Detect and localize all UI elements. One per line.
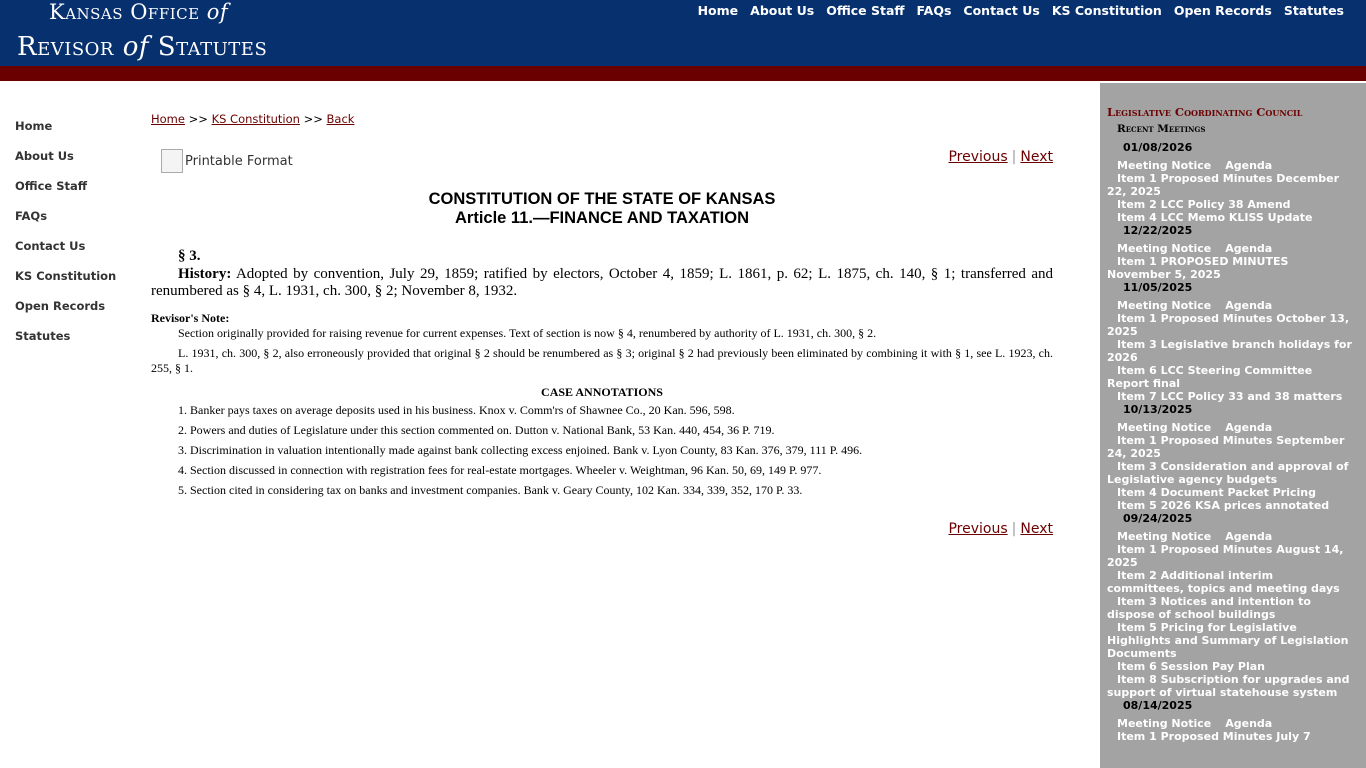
meeting-document-link[interactable]: Item 1 Proposed Minutes July 7 [1117, 730, 1311, 743]
printable-format-label: Printable Format [185, 153, 293, 169]
breadcrumb [151, 112, 1053, 126]
meeting-document-link[interactable]: Item 1 Proposed Minutes October 13, 2025 [1107, 312, 1350, 338]
broken-image-icon [161, 149, 183, 173]
top-nav-home[interactable]: Home [697, 3, 739, 18]
agenda-link[interactable]: Agenda [1225, 717, 1273, 730]
pager-separator: | [1011, 521, 1017, 537]
breadcrumb-separator: >> [188, 112, 208, 126]
meeting-document-link[interactable]: Item 2 Additional interim committees, topics and meeting days [1107, 569, 1340, 595]
meeting-document-link[interactable]: Item 3 Legislative branch holidays for 2026 [1107, 338, 1352, 364]
history-paragraph [151, 266, 1053, 300]
case-annotation: 2. Powers and duties of Legislature under this section commented on. Dutton v. National Bank, 53 Kan. 440, 454, 36 P. 719. [178, 423, 775, 437]
meeting-document-link[interactable]: Item 4 Document Packet Pricing [1117, 486, 1316, 499]
meeting-document-link[interactable]: Item 6 Session Pay Plan [1117, 660, 1265, 673]
meeting-notice-link[interactable]: Meeting Notice [1117, 717, 1212, 730]
meeting-date: 12/22/2025 [1123, 224, 1193, 237]
case-annotation: 3. Discrimination in valuation intentionally made against bank collecting excess enjoined. Bank v. Lyon County, 83 Kan. 376, 379, 111 P. 496. [178, 443, 863, 457]
document-title [151, 190, 1053, 228]
meeting-document-link[interactable]: Item 1 PROPOSED MINUTES November 5, 2025 [1107, 255, 1289, 281]
case-annotation: 5. Section cited in considering tax on banks and investment companies. Bank v. Geary County, 102 Kan. 334, 339, 352, 170 P. 33. [178, 483, 803, 497]
meeting-links [1107, 299, 1352, 312]
meeting-document-link[interactable]: Item 2 LCC Policy 38 Amend [1117, 198, 1291, 211]
meeting-notice-link[interactable]: Meeting Notice [1117, 159, 1212, 172]
meeting-document-link[interactable]: Item 1 Proposed Minutes September 24, 2025 [1107, 434, 1345, 460]
meeting-date: 09/24/2025 [1123, 512, 1193, 525]
lcc-sidebar [1100, 83, 1366, 768]
revisors-note-paragraph: Section originally provided for raising revenue for current expenses. Text of section is now § 4, renumbered by authority of L. 1931, ch. 300, § 2. [178, 326, 877, 340]
left-nav-ks-constitution[interactable]: KS Constitution [15, 269, 117, 283]
top-nav-statutes[interactable]: Statutes [1283, 3, 1344, 18]
left-nav-faqs[interactable]: FAQs [15, 209, 48, 223]
pager-separator: | [1011, 149, 1017, 165]
meeting-document-link[interactable]: Item 8 Subscription for upgrades and support of virtual statehouse system [1107, 673, 1350, 699]
pager-top [948, 149, 1053, 165]
case-annotation: 1. Banker pays taxes on average deposits used in his business. Knox v. Comm'rs of Shawnee Co., 20 Kan. 596, 598. [178, 403, 735, 417]
agenda-link[interactable]: Agenda [1225, 159, 1273, 172]
meeting-links [1107, 421, 1352, 434]
section-number: § 3. [178, 248, 201, 264]
meeting-date: 11/05/2025 [1123, 281, 1193, 294]
printable-format-link[interactable] [161, 149, 293, 173]
history-text: Adopted by convention, July 29, 1859; ratified by electors, October 4, 1859; L. 1861, p. 62; L. 1875, ch. 140, § 1; transferred and renumbered as § 4, L. 1931, ch. 300, § 2; November 8, 1932. [151, 266, 1053, 299]
meeting-document-link[interactable]: Item 1 Proposed Minutes August 14, 2025 [1107, 543, 1344, 569]
header-accent-bar [0, 66, 1366, 81]
previous-link[interactable]: Previous [948, 149, 1008, 165]
revisors-note-paragraph: L. 1931, ch. 300, § 2, also erroneously provided that original § 2 should be renumbered as § 3; original § 2 had previously been eliminated by combining it with § 1, see L. 1923, ch. 255, § 1. [151, 346, 1053, 375]
left-nav [15, 119, 116, 359]
breadcrumb-ks-constitution[interactable]: KS Constitution [211, 112, 300, 126]
meeting-date: 10/13/2025 [1123, 403, 1193, 416]
left-nav-home[interactable]: Home [15, 119, 53, 133]
left-nav-open-records[interactable]: Open Records [15, 299, 106, 313]
top-nav-office-staff[interactable]: Office Staff [826, 3, 905, 18]
top-nav [686, 3, 1344, 18]
meeting-date: 01/08/2026 [1123, 141, 1193, 154]
top-nav-about[interactable]: About Us [750, 3, 815, 18]
main-content [151, 112, 1053, 537]
top-nav-contact[interactable]: Contact Us [963, 3, 1040, 18]
logo-line1: Kansas Office [49, 0, 207, 24]
breadcrumb-separator: >> [303, 112, 323, 126]
logo-line2: Revisor [17, 32, 123, 62]
meeting-document-link[interactable]: Item 4 LCC Memo KLISS Update [1117, 211, 1313, 224]
next-link[interactable]: Next [1020, 149, 1053, 165]
left-nav-statutes[interactable]: Statutes [15, 329, 71, 343]
logo-line2-end: Statutes [149, 32, 268, 62]
meeting-notice-link[interactable]: Meeting Notice [1117, 242, 1212, 255]
top-nav-ks-constitution[interactable]: KS Constitution [1051, 3, 1162, 18]
meeting-date: 08/14/2025 [1123, 699, 1193, 712]
agenda-link[interactable]: Agenda [1225, 421, 1273, 434]
left-nav-contact[interactable]: Contact Us [15, 239, 86, 253]
left-nav-about[interactable]: About Us [15, 149, 74, 163]
meeting-document-link[interactable]: Item 5 2026 KSA prices annotated [1117, 499, 1330, 512]
meeting-document-link[interactable]: Item 3 Notices and intention to dispose of school buildings [1107, 595, 1311, 621]
agenda-link[interactable]: Agenda [1225, 242, 1273, 255]
left-nav-office-staff[interactable]: Office Staff [15, 179, 88, 193]
case-annotations-heading: CASE ANNOTATIONS [541, 385, 663, 399]
meetings-list [1107, 141, 1352, 743]
logo-line2-of: of [122, 32, 150, 62]
meeting-document-link[interactable]: Item 7 LCC Policy 33 and 38 matters [1117, 390, 1343, 403]
meeting-links [1107, 159, 1352, 172]
meeting-links [1107, 242, 1352, 255]
next-link[interactable]: Next [1020, 521, 1053, 537]
top-nav-open-records[interactable]: Open Records [1173, 3, 1272, 18]
meeting-document-link[interactable]: Item 5 Pricing for Legislative Highlights and Summary of Legislation Documents [1107, 621, 1349, 660]
top-nav-faqs[interactable]: FAQs [916, 3, 952, 18]
title-line1: CONSTITUTION OF THE STATE OF KANSAS [428, 190, 776, 208]
agenda-link[interactable]: Agenda [1225, 530, 1273, 543]
case-annotation: 4. Section discussed in connection with registration fees for real-estate mortgages. Wheeler v. Weightman, 96 Kan. 50, 69, 149 P. 977. [178, 463, 822, 477]
meeting-links [1107, 717, 1352, 730]
meeting-document-link[interactable]: Item 1 Proposed Minutes December 22, 2025 [1107, 172, 1340, 198]
meeting-document-link[interactable]: Item 6 LCC Steering Committee Report final [1107, 364, 1313, 390]
breadcrumb-back[interactable]: Back [326, 112, 355, 126]
previous-link[interactable]: Previous [948, 521, 1008, 537]
logo-line1-of: of [206, 0, 229, 24]
pager-bottom [948, 521, 1053, 537]
meeting-document-link[interactable]: Item 3 Consideration and approval of Legislative agency budgets [1107, 460, 1349, 486]
meeting-links [1107, 530, 1352, 543]
revisors-note-heading: Revisor's Note: [151, 311, 230, 325]
meeting-notice-link[interactable]: Meeting Notice [1117, 530, 1212, 543]
history-label: History: [178, 266, 232, 282]
meeting-notice-link[interactable]: Meeting Notice [1117, 421, 1212, 434]
recent-meetings-heading: Recent Meetings [1117, 123, 1206, 135]
site-header [0, 0, 1366, 66]
breadcrumb-home[interactable]: Home [151, 112, 185, 126]
agenda-link[interactable]: Agenda [1225, 299, 1273, 312]
meeting-notice-link[interactable]: Meeting Notice [1117, 299, 1212, 312]
sidebar-title[interactable]: Legislative Coordinating Council [1107, 105, 1303, 119]
title-line2: Article 11.—FINANCE AND TAXATION [455, 209, 749, 227]
